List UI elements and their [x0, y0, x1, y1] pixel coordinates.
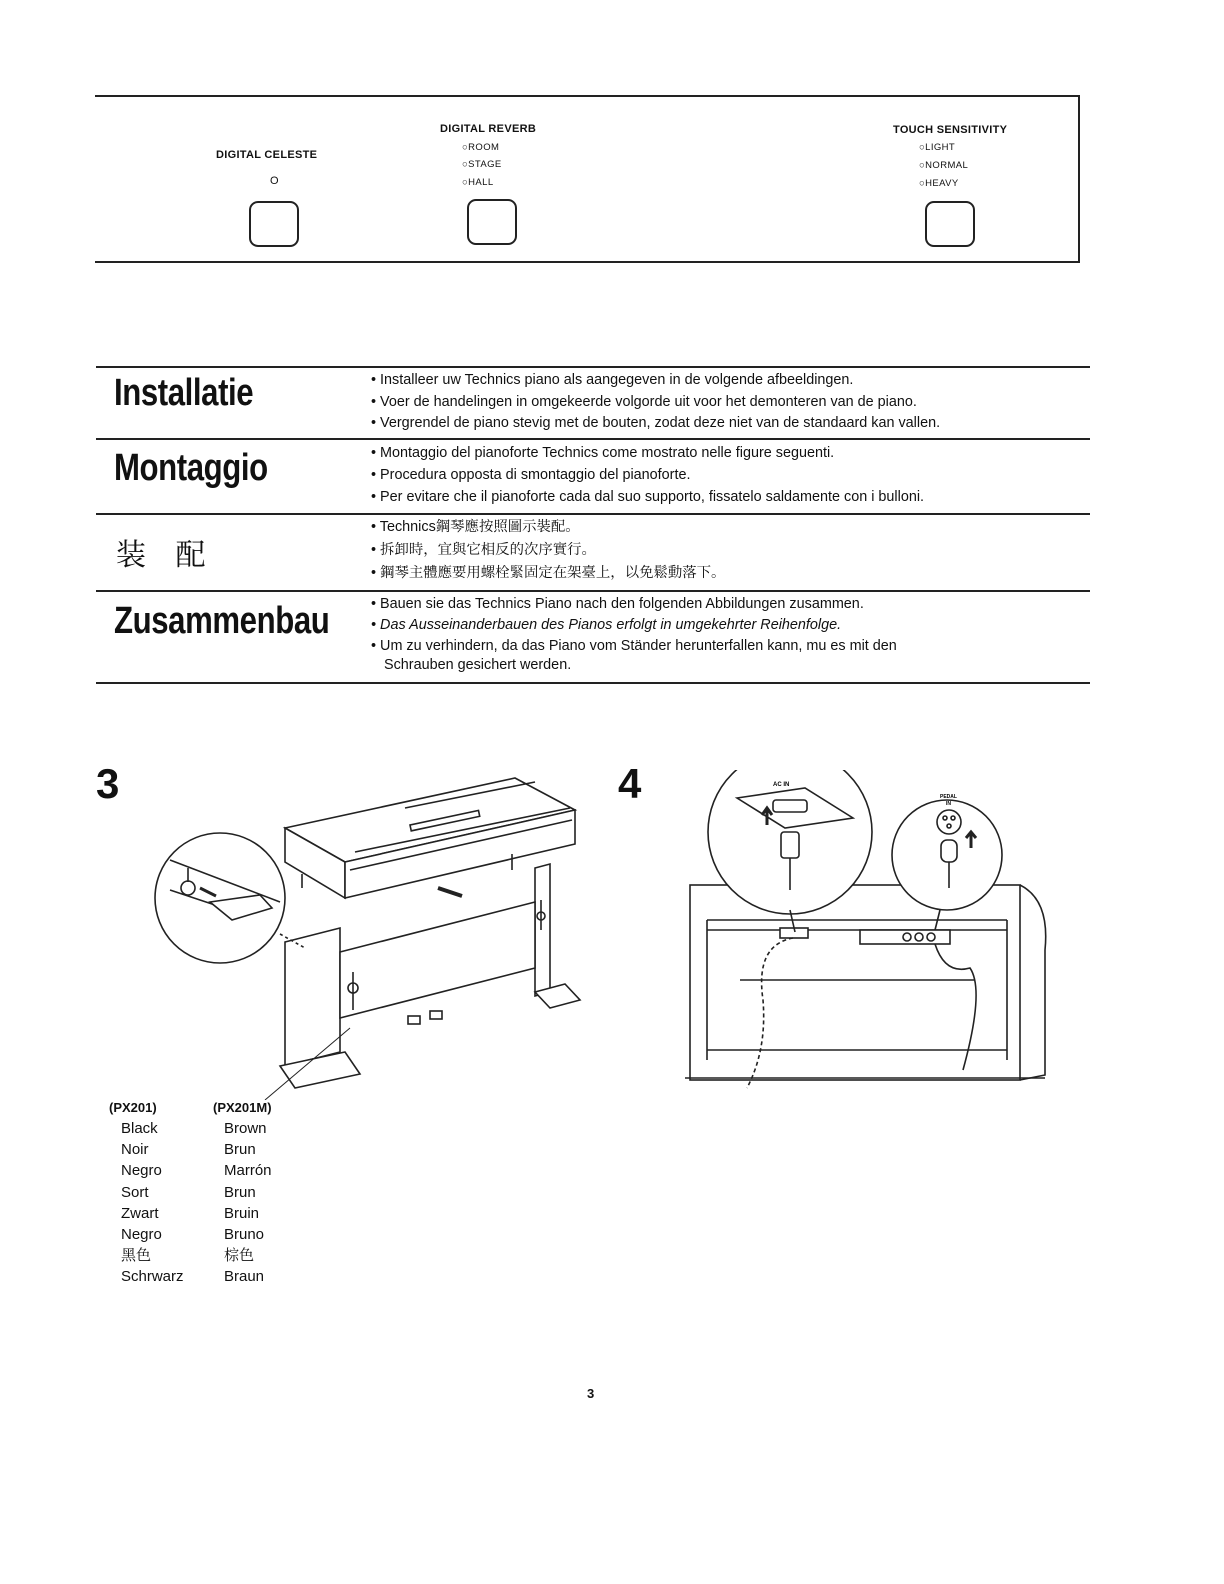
panel-top-edge	[95, 95, 1080, 97]
section-title-montaggio: Montaggio	[114, 447, 268, 489]
digital-celeste-button[interactable]	[249, 201, 299, 247]
section-rule-5	[96, 682, 1090, 684]
control-panel-illustration	[95, 95, 1145, 265]
color-name: Brown	[224, 1120, 267, 1137]
bullet-nl-1: • Installeer uw Technics piano als aangegeven in de volgende afbeeldingen.	[371, 372, 854, 388]
pedal-in-label: IN	[946, 801, 951, 807]
section-title-installatie: Installatie	[114, 372, 254, 414]
color-name: Brun	[224, 1183, 256, 1201]
touch-option-heavy: ○HEAVY	[919, 178, 959, 189]
bullet-zh-2: • 拆卸時，宜與它相反的次序實行。	[371, 542, 596, 558]
bullet-zh-3: • 鋼琴主體應要用螺栓緊固定在架臺上，以免鬆動落下。	[371, 565, 726, 581]
color-name: Brun	[224, 1141, 256, 1159]
model-px201-label: (PX201)	[109, 1100, 157, 1115]
pedal-label: PEDAL	[940, 794, 957, 800]
digital-reverb-button[interactable]	[467, 199, 517, 245]
panel-bottom-edge	[95, 261, 1080, 263]
digital-reverb-title: DIGITAL REVERB	[440, 123, 537, 135]
color-name: Braun	[224, 1268, 265, 1286]
figure-3-number: 3	[96, 760, 120, 807]
digital-celeste-led: O	[270, 175, 279, 187]
color-name: Schrwarz	[121, 1268, 184, 1286]
section-rule-4	[96, 590, 1090, 592]
bullet-nl-2: • Voer de handelingen in omgekeerde volgorde uit voor het demonteren van de piano.	[371, 394, 917, 410]
bullet-zh-1: • Technics鋼琴應按照圖示裝配。	[371, 519, 580, 535]
touch-sensitivity-button[interactable]	[925, 201, 975, 247]
section-title-zusammenbau: Zusammenbau	[114, 600, 330, 642]
color-name: Bruno	[224, 1226, 265, 1244]
section-title-chinese: 装 配	[116, 538, 216, 573]
bullet-it-3: • Per evitare che il pianoforte cada dal suo supporto, fissatelo saldamente con i bulloni.	[371, 489, 925, 505]
touch-option-normal: ○NORMAL	[919, 160, 969, 171]
color-name: Noir	[121, 1141, 149, 1159]
touch-sensitivity-title: TOUCH SENSITIVITY	[893, 124, 1008, 136]
color-list-px201	[121, 1118, 184, 1288]
section-rule-3	[96, 513, 1090, 515]
color-list-px201m	[224, 1118, 272, 1288]
reverb-option-stage: ○STAGE	[462, 159, 502, 170]
bullet-de-3-cont: Schrauben gesichert werden.	[384, 657, 572, 673]
color-name: Negro	[121, 1226, 162, 1244]
color-name: 棕色	[224, 1247, 255, 1265]
page-number: 3	[587, 1386, 595, 1401]
bullet-de-3: • Um zu verhindern, da das Piano vom Ständer herunterfallen kann, mu es mit den	[371, 638, 897, 654]
reverb-option-room: ○ROOM	[462, 142, 500, 153]
ac-in-label: AC IN	[773, 782, 790, 788]
figure-4-cable-connection-drawing	[685, 770, 1055, 1095]
color-name: Bruin	[224, 1204, 260, 1222]
touch-option-light: ○LIGHT	[919, 142, 956, 153]
panel-right-edge	[1078, 95, 1080, 263]
color-name: 黑色	[121, 1247, 152, 1265]
digital-celeste-title: DIGITAL CELESTE	[216, 149, 318, 161]
figure-4-number: 4	[618, 760, 642, 807]
bullet-nl-3: • Vergrendel de piano stevig met de bouten, zodat deze niet van de standaard kan vallen.	[371, 415, 941, 431]
bullet-de-2: • Das Ausseinanderbauen des Pianos erfolgt in umgekehrter Reihenfolge.	[371, 617, 842, 633]
color-name: Marrón	[224, 1162, 272, 1180]
section-rule-2	[96, 438, 1090, 440]
section-rule-1	[96, 366, 1090, 368]
model-px201m-label: (PX201M)	[213, 1100, 272, 1115]
reverb-option-hall: ○HALL	[462, 177, 494, 188]
bullet-it-1: • Montaggio del pianoforte Technics come mostrato nelle figure seguenti.	[371, 445, 835, 461]
figure-3-stand-assembly-drawing	[140, 770, 600, 1100]
bullet-it-2: • Procedura opposta di smontaggio del pianoforte.	[371, 467, 691, 483]
color-name: Negro	[121, 1162, 162, 1180]
color-name: Zwart	[121, 1204, 159, 1222]
color-name: Sort	[121, 1183, 149, 1201]
color-name: Black	[121, 1120, 158, 1137]
bullet-de-1: • Bauen sie das Technics Piano nach den folgenden Abbildungen zusammen.	[371, 596, 864, 612]
